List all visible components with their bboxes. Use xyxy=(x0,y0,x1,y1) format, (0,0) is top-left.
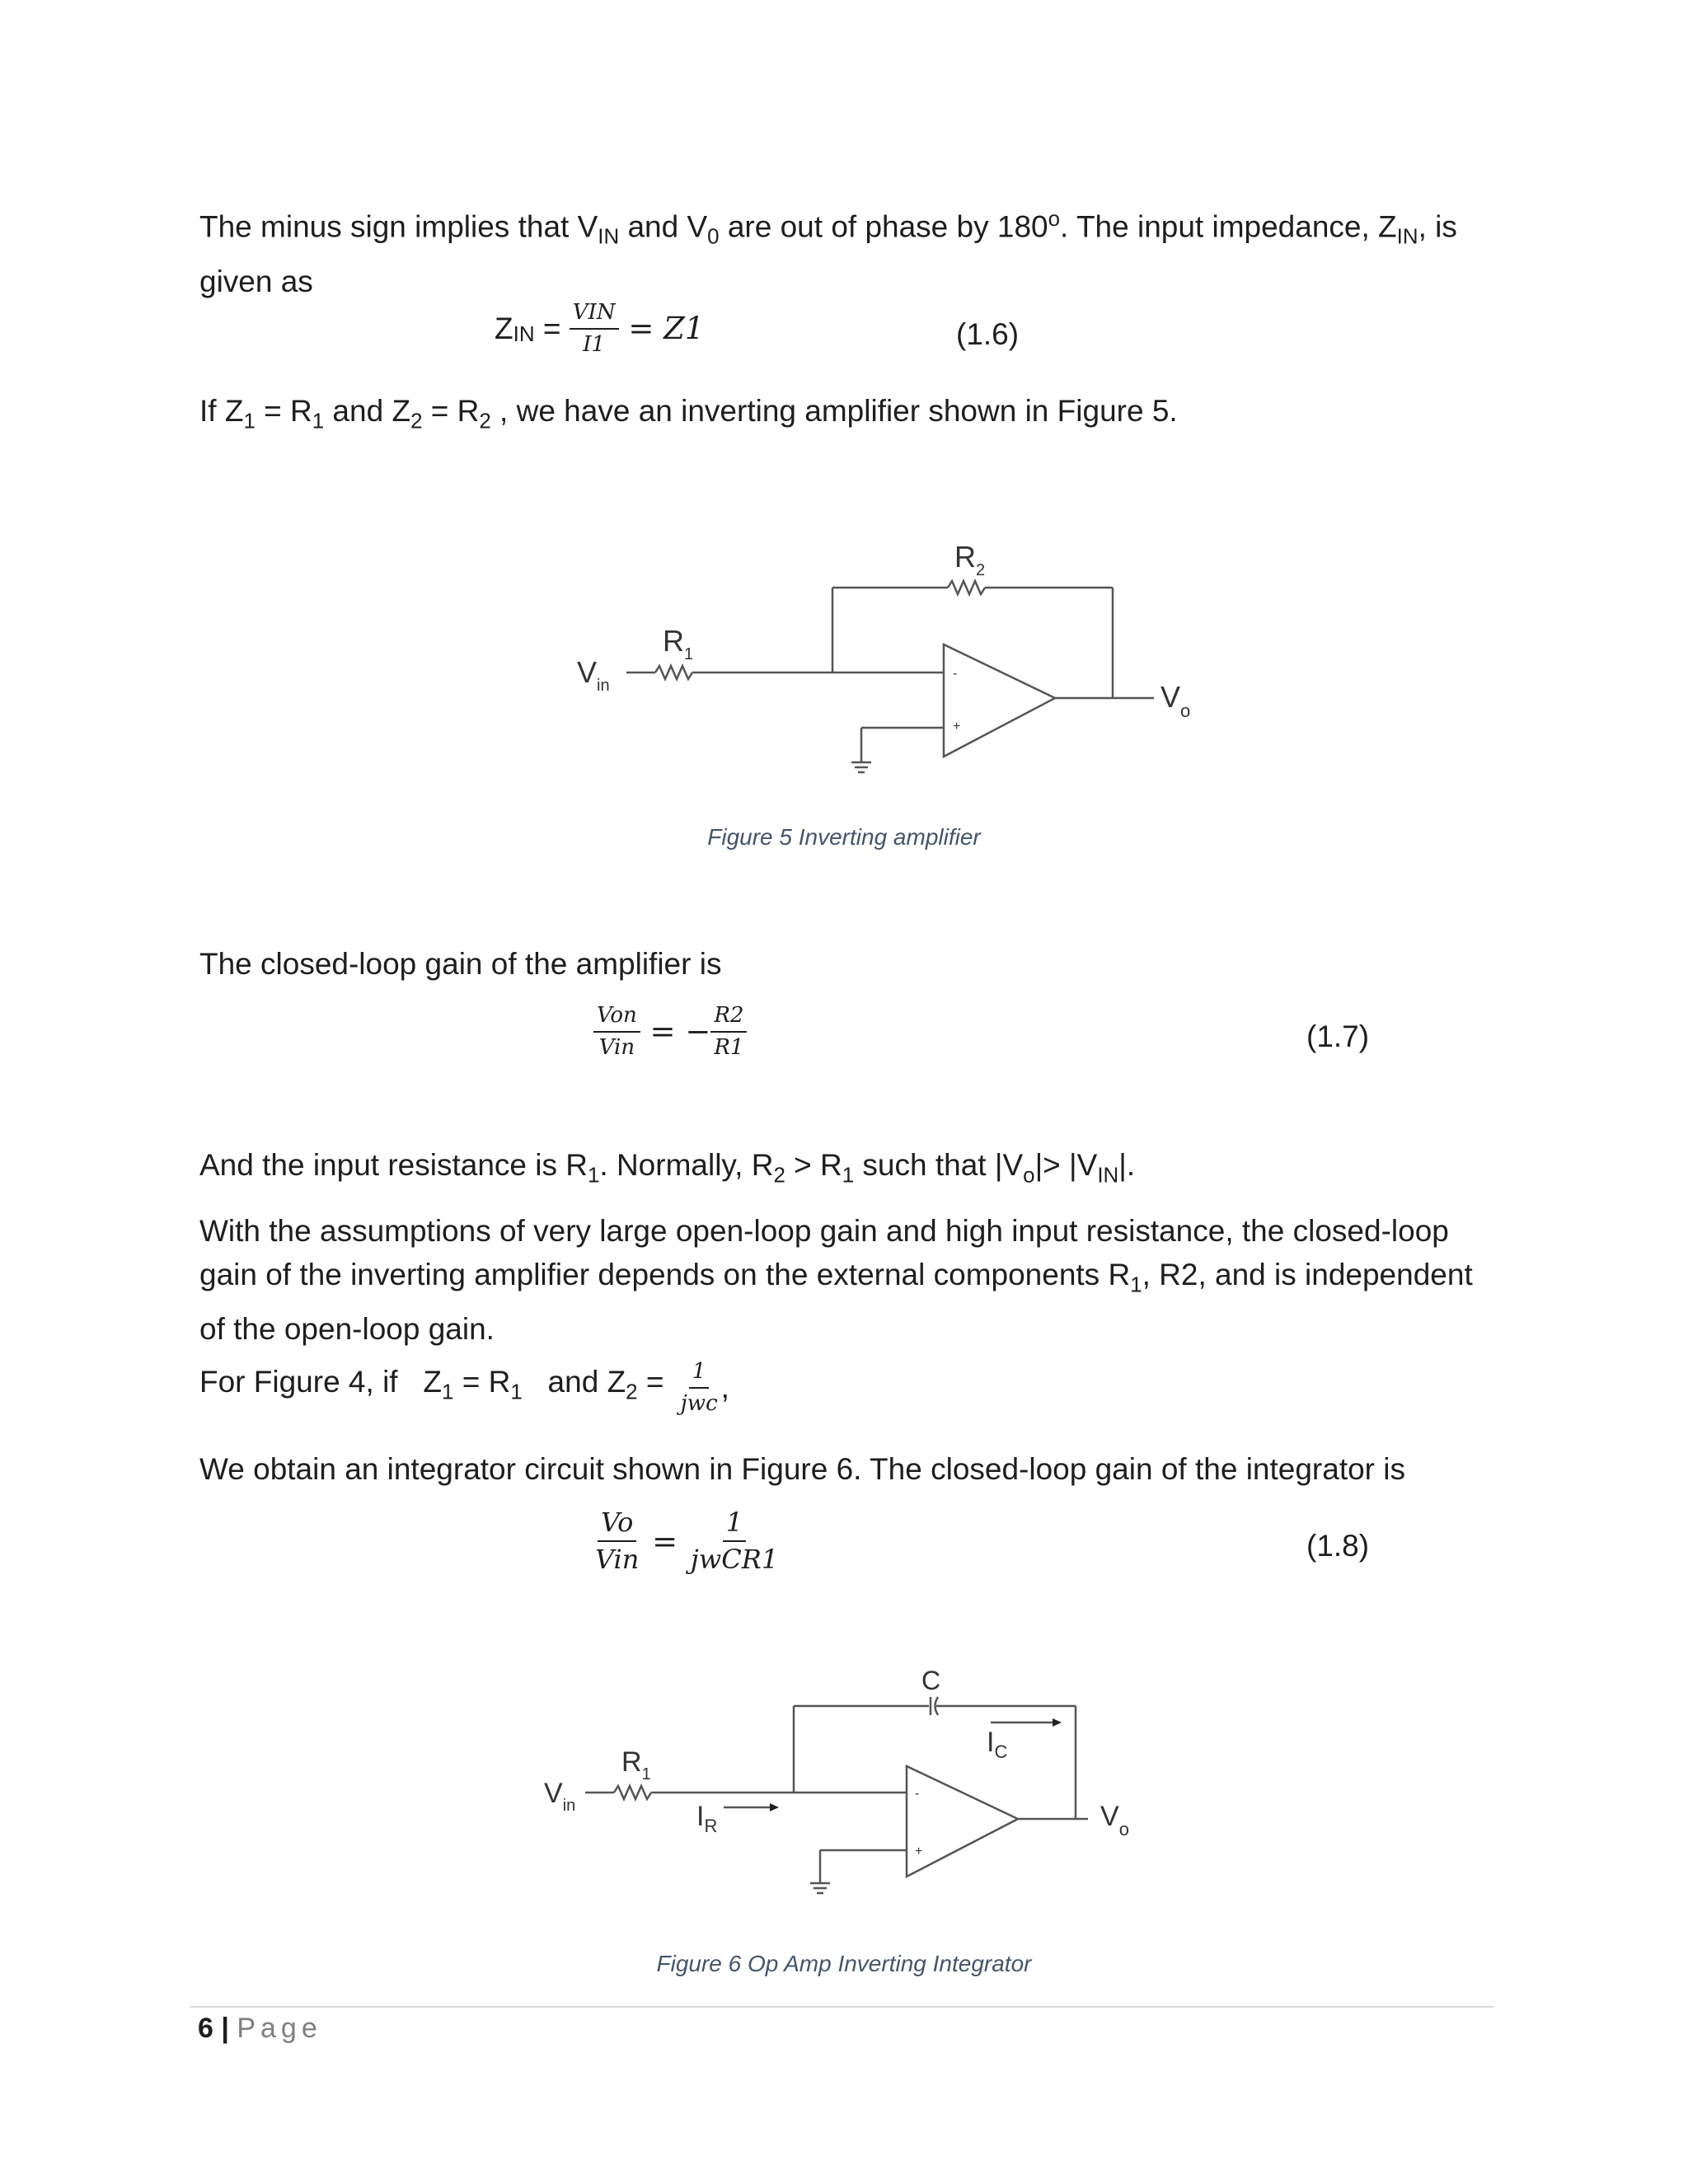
figure-5-caption: Figure 5 Inverting amplifier xyxy=(707,824,981,850)
text: and Z xyxy=(324,394,411,428)
text: For Figure 4, if Z xyxy=(199,1365,443,1399)
eq-lhs-sub: IN xyxy=(513,321,535,347)
text: = R xyxy=(422,394,480,428)
figure-6-circuit xyxy=(528,1661,1203,1924)
eq-fraction xyxy=(593,1004,640,1059)
resistor-r1 xyxy=(614,1786,651,1799)
text: And the input resistance is R xyxy=(199,1148,588,1182)
eq-denominator: Vin xyxy=(598,1034,635,1060)
label-ic: $I_C$ xyxy=(987,1727,1008,1762)
eq-denominator: jwc xyxy=(680,1390,718,1416)
text: , is given as xyxy=(199,209,1457,298)
eq-numerator: 1 xyxy=(689,1360,710,1389)
equation-1-6 xyxy=(495,301,704,356)
equation-1-8 xyxy=(592,1508,781,1574)
superscript: o xyxy=(1048,208,1061,231)
subscript: 1 xyxy=(510,1380,523,1404)
paragraph-input-resistance xyxy=(199,1143,1485,1197)
text: , we have an inverting amplifier shown in Figure 5. xyxy=(490,394,1178,428)
text: > R xyxy=(785,1148,842,1182)
text: , xyxy=(720,1371,729,1405)
paragraph-assumptions xyxy=(199,1209,1485,1351)
label-r1: $R_1$ xyxy=(621,1746,651,1783)
subscript: 1 xyxy=(1130,1273,1142,1297)
arrowhead xyxy=(770,1803,779,1811)
resistor-r2 xyxy=(948,581,985,594)
text: |> |V xyxy=(1034,1148,1098,1182)
footer-divider xyxy=(190,2006,1493,2008)
subscript: 1 xyxy=(312,410,325,434)
eq-denominator: I1 xyxy=(583,331,606,357)
label-c: C xyxy=(921,1666,941,1695)
figure-5-circuit xyxy=(560,527,1236,791)
resistor-r1 xyxy=(655,666,692,679)
label-ir: $I_R$ xyxy=(696,1801,718,1836)
subscript: 2 xyxy=(410,410,423,434)
eq-fraction xyxy=(687,1508,781,1574)
eq-numerator: VIN xyxy=(570,301,619,330)
label-vin: $V_{in}$ xyxy=(544,1778,576,1815)
subscript: IN xyxy=(1097,1164,1119,1188)
page-number: 6 xyxy=(198,2013,213,2044)
eq-numerator: Vo xyxy=(598,1508,636,1542)
text: such that |V xyxy=(854,1148,1024,1182)
eq-numerator: 1 xyxy=(723,1508,746,1542)
equation-1-7 xyxy=(593,1004,747,1059)
subscript: 2 xyxy=(773,1164,785,1188)
subscript: 1 xyxy=(243,410,256,434)
text: , R2, and is independent of the open-loop gain. xyxy=(199,1258,1473,1347)
label-vo: $V_o$ xyxy=(1100,1801,1129,1840)
arrowhead xyxy=(1053,1718,1062,1727)
eq-fraction xyxy=(570,301,619,356)
eq-denominator: jwCR1 xyxy=(690,1544,779,1576)
eq-fraction xyxy=(678,1360,721,1415)
subscript: IN xyxy=(598,225,620,249)
label-r2: $R_2$ xyxy=(954,540,986,579)
subscript: o xyxy=(1023,1164,1035,1188)
paragraph-figure-4 xyxy=(199,1360,1485,1415)
label-r1: $R_1$ xyxy=(663,624,694,663)
text: The minus sign implies that V xyxy=(199,209,598,244)
subscript: IN xyxy=(1396,225,1418,249)
eq-numerator: Von xyxy=(593,1004,640,1033)
text: and Z xyxy=(522,1365,626,1399)
label-plus: + xyxy=(915,1844,923,1858)
equation-number: (1.7) xyxy=(1306,1019,1370,1053)
eq-equals: = xyxy=(534,311,570,345)
subscript: 1 xyxy=(442,1380,454,1404)
label-plus: + xyxy=(953,719,961,733)
eq-denominator: Vin xyxy=(595,1544,640,1576)
paragraph-integrator: We obtain an integrator circuit shown in Figure 6. The closed-loop gain of the integrator is xyxy=(199,1452,1405,1486)
eq-fraction xyxy=(710,1004,747,1059)
subscript: 0 xyxy=(707,225,720,249)
subscript: 2 xyxy=(626,1380,638,1404)
eq-denominator: R1 xyxy=(714,1034,744,1060)
text: If Z xyxy=(199,394,244,428)
label-minus: - xyxy=(953,667,958,681)
text: . The input impedance, Z xyxy=(1060,209,1397,244)
eq-rhs: = Z1 xyxy=(618,311,705,347)
op-amp xyxy=(907,1766,1018,1877)
eq-operator: = xyxy=(642,1523,687,1559)
text: . Normally, R xyxy=(599,1148,774,1182)
paragraph-phase xyxy=(199,198,1485,303)
subscript: 2 xyxy=(479,410,491,434)
equation-number: (1.6) xyxy=(956,317,1020,351)
subscript: 1 xyxy=(587,1164,600,1188)
text: With the assumptions of very large open-loop gain and high input resistance, the closed-loop gain of the inverting amplifier depends on the external components R xyxy=(199,1214,1449,1291)
text: = xyxy=(637,1365,673,1399)
label-minus: - xyxy=(915,1787,920,1801)
text: are out of phase by 180 xyxy=(719,209,1048,244)
paragraph-closed-loop: The closed-loop gain of the amplifier is xyxy=(199,947,722,981)
text: and V xyxy=(619,209,708,244)
label-vin: $V_{in}$ xyxy=(577,655,610,695)
text: = R xyxy=(255,394,312,428)
figure-6-caption: Figure 6 Op Amp Inverting Integrator xyxy=(656,1951,1032,1976)
op-amp xyxy=(944,644,1055,757)
eq-numerator: R2 xyxy=(710,1004,747,1033)
eq-operator: = − xyxy=(640,1014,711,1050)
paragraph-inverting-condition xyxy=(199,389,1485,443)
subscript: 1 xyxy=(842,1164,855,1188)
text: |. xyxy=(1118,1148,1136,1182)
eq-fraction xyxy=(592,1508,642,1574)
page-label: Page xyxy=(237,2013,322,2044)
eq-lhs: Z xyxy=(495,311,513,345)
label-vo: $V_o$ xyxy=(1160,680,1191,721)
equation-number: (1.8) xyxy=(1306,1529,1370,1563)
text: = R xyxy=(453,1365,511,1399)
footer-separator: | xyxy=(213,2013,237,2044)
page-footer xyxy=(198,2013,322,2045)
